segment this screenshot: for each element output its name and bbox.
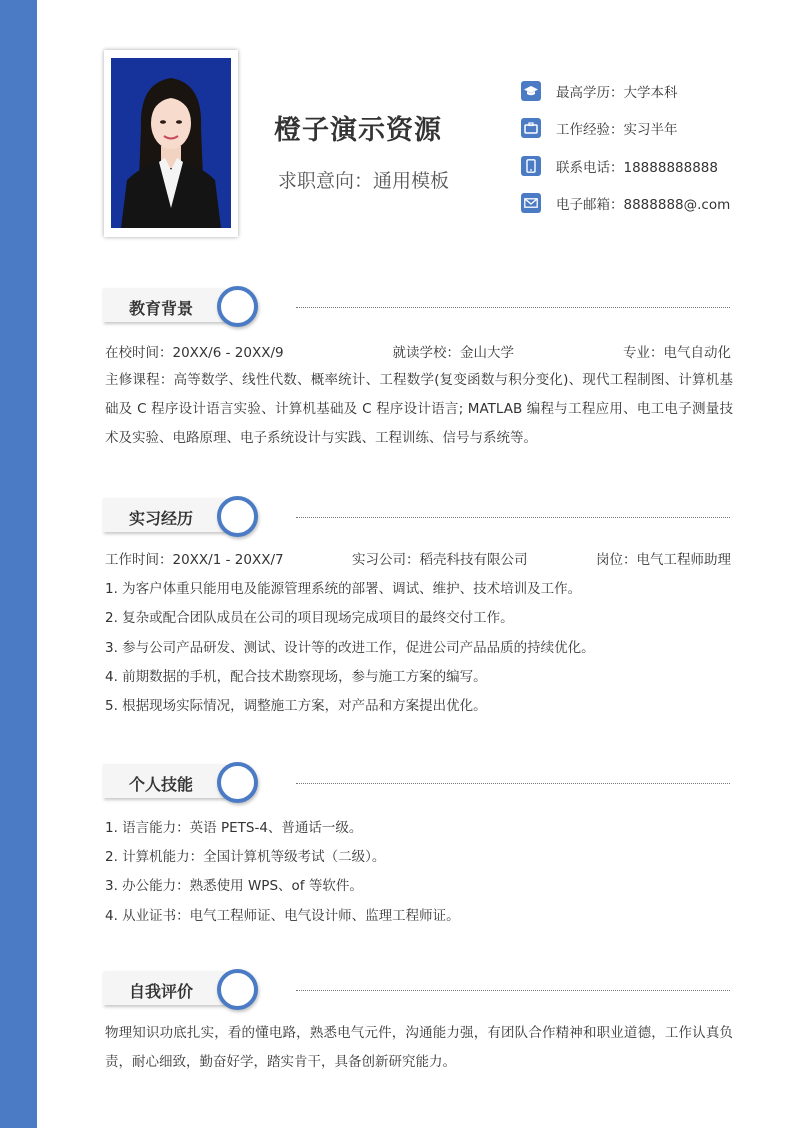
list-item: 1. 语言能力：英语 PETS-4、普通话一级。 xyxy=(105,820,363,836)
dotted-divider xyxy=(296,990,730,991)
section-self-eval-header xyxy=(103,969,733,1009)
circle-decoration xyxy=(217,969,258,1010)
section-title-box xyxy=(103,764,225,798)
internship-time: 工作时间：20XX/1 - 20XX/7 xyxy=(105,552,284,568)
section-title-box xyxy=(103,498,225,532)
section-title: 个人技能 xyxy=(129,775,194,794)
circle-decoration xyxy=(217,496,258,537)
circle-decoration xyxy=(217,762,258,803)
phone-icon xyxy=(521,156,541,176)
list-item: 2. 复杂或配合团队成员在公司的项目现场完成项目的最终交付工作。 xyxy=(105,610,514,626)
profile-photo xyxy=(111,58,231,228)
side-accent-bar xyxy=(0,0,37,1128)
section-title: 教育背景 xyxy=(129,299,194,318)
education-time: 在校时间：20XX/6 - 20XX/9 xyxy=(105,345,284,361)
dotted-divider xyxy=(296,307,730,308)
contact-experience-text: 工作经验：实习半年 xyxy=(556,122,678,138)
section-title-box xyxy=(103,288,225,322)
contact-phone-text: 联系电话：18888888888 xyxy=(556,160,718,176)
list-item: 4. 前期数据的手机，配合技术勘察现场，参与施工方案的编写。 xyxy=(105,669,487,685)
circle-decoration xyxy=(217,286,258,327)
briefcase-icon xyxy=(521,118,541,138)
photo-frame xyxy=(104,50,238,237)
list-item: 3. 参与公司产品研发、测试、设计等的改进工作，促进公司产品品质的持续优化。 xyxy=(105,640,595,656)
internship-info-row xyxy=(105,548,731,568)
education-school: 就读学校：金山大学 xyxy=(392,345,515,361)
education-major: 专业：电气自动化 xyxy=(623,345,731,361)
section-title: 实习经历 xyxy=(129,509,194,528)
section-skills-header xyxy=(103,762,733,802)
job-intent: 求职意向：通用模板 xyxy=(278,170,450,192)
dotted-divider xyxy=(296,517,730,518)
section-title: 自我评价 xyxy=(129,982,194,1001)
contact-email-text: 电子邮箱：8888888@.com xyxy=(556,197,731,213)
list-item: 5. 根据现场实际情况，调整施工方案，对产品和方案提出优化。 xyxy=(105,698,487,714)
list-item: 1. 为客户体重只能用电及能源管理系统的部署、调试、维护、技术培训及工作。 xyxy=(105,581,582,597)
section-education-header xyxy=(103,286,733,326)
section-internship-header xyxy=(103,496,733,536)
envelope-icon xyxy=(521,193,541,213)
list-item: 2. 计算机能力：全国计算机等级考试（二级）。 xyxy=(105,849,386,865)
internship-company: 实习公司：稻壳科技有限公司 xyxy=(352,552,528,568)
dotted-divider xyxy=(296,783,730,784)
internship-position: 岗位：电气工程师助理 xyxy=(596,552,731,568)
contact-experience xyxy=(521,117,678,139)
candidate-name: 橙子演示资源 xyxy=(274,115,442,146)
contact-email xyxy=(521,192,730,214)
list-item: 3. 办公能力：熟悉使用 WPS、of 等软件。 xyxy=(105,878,363,894)
contact-education-text: 最高学历：大学本科 xyxy=(556,85,678,101)
contact-education xyxy=(521,80,678,102)
education-courses: 主修课程：高等数学、线性代数、概率统计、工程数学(复变函数与积分变化)、现代工程制图、计算机基础及 C 程序设计语言实验、计算机基础及 C 程序设计语言; MATLAB 编程与工程应用、电工电子测量技术及实验、电路原理、电子系统设计与实践、工程训练、信号与系统等。 xyxy=(105,372,733,446)
section-title-box xyxy=(103,971,225,1005)
graduation-cap-icon xyxy=(521,81,541,101)
list-item: 4. 从业证书：电气工程师证、电气设计师、监理工程师证。 xyxy=(105,908,460,924)
education-info-row xyxy=(105,341,731,361)
contact-phone xyxy=(521,155,718,177)
self-evaluation-text: 物理知识功底扎实，看的懂电路，熟悉电气元件，沟通能力强，有团队合作精神和职业道德，工作认真负责，耐心细致，勤奋好学，踏实肯干，具备创新研究能力。 xyxy=(105,1025,733,1070)
